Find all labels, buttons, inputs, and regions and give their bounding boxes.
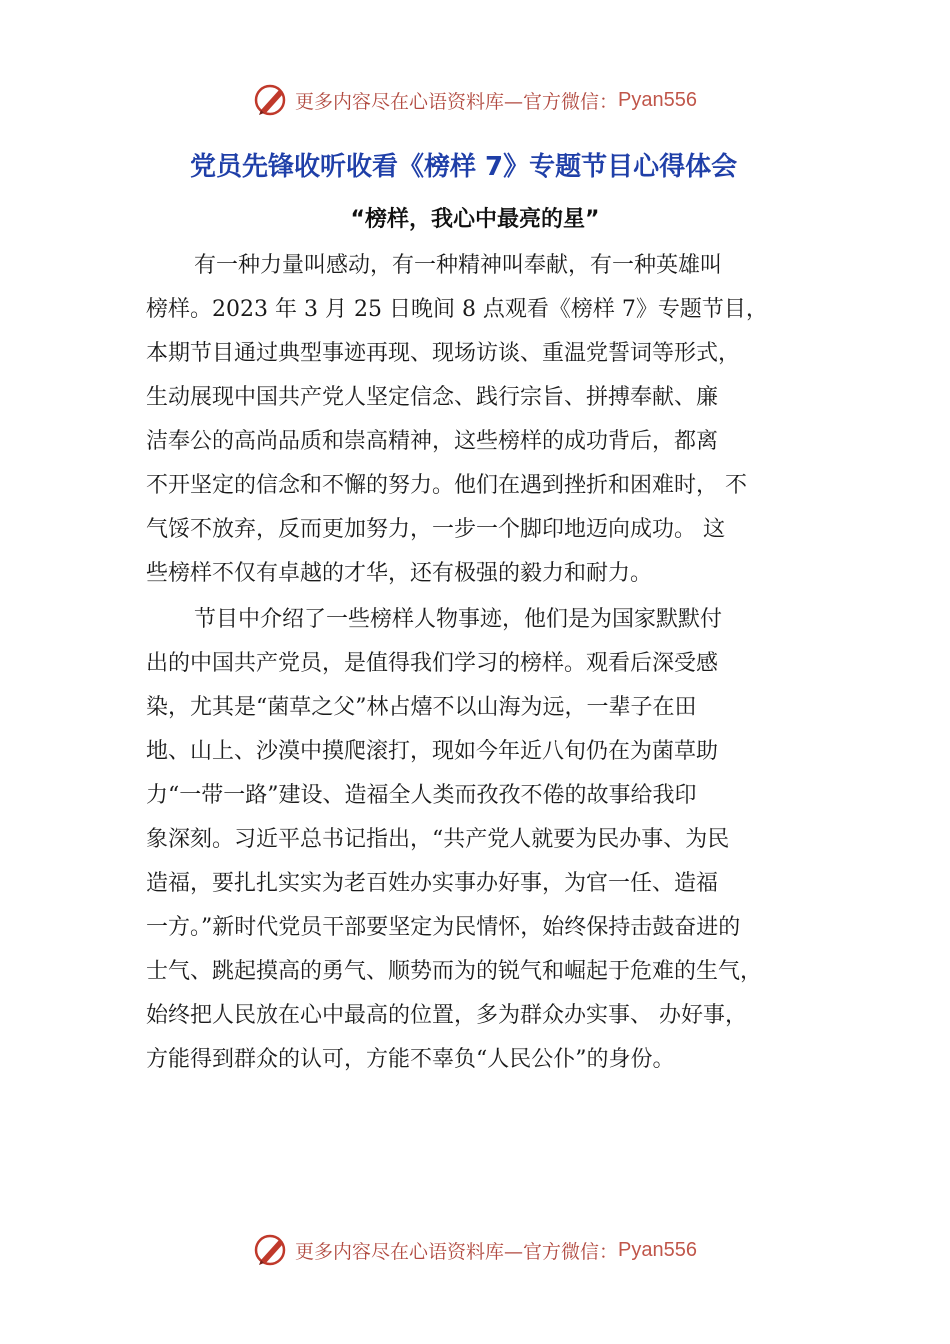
paragraph-line: 象深刻。习近平总书记指出，“共产党人就要为民办事、为民 (146, 827, 730, 852)
paragraph-line: 不开坚定的信念和不懈的努力。他们在遇到挫折和困难时， 不 (146, 473, 747, 498)
pen-logo-icon (253, 82, 289, 118)
paragraph-line: 力“一带一路”建设、造福全人类而孜孜不倦的故事给我印 (146, 783, 697, 808)
paragraph-line: 节目中介绍了一些榜样人物事迹，他们是为国家默默付 (194, 607, 723, 632)
watermark-wechat-id: Pyan556 (618, 1238, 697, 1261)
document-subtitle: “榜样，我心中最亮的星” (350, 207, 600, 232)
paragraph-line: 出的中国共产党员，是值得我们学习的榜样。观看后深受感 (146, 651, 719, 676)
watermark-wechat-id: Pyan556 (618, 88, 697, 111)
paragraph-line: 本期节目通过典型事迹再现、现场访谈、重温党誓词等形式， (146, 341, 741, 366)
paragraph-2 (146, 598, 826, 1082)
paragraph-line: 生动展现中国共产党人坚定信念、践行宗旨、拼搏奉献、廉 (146, 385, 719, 410)
paragraph-1 (146, 244, 826, 596)
paragraph-line: 始终把人民放在心中最高的位置，多为群众办实事、 办好事， (146, 1003, 747, 1028)
paragraph-line: 士气、跳起摸高的勇气、顺势而为的锐气和崛起于危难的生气， (146, 959, 763, 984)
paragraph-line: 一方。”新时代党员干部要坚定为民情怀，始终保持击鼓奋进的 (146, 915, 741, 940)
paragraph-line: 些榜样不仅有卓越的才华，还有极强的毅力和耐力。 (146, 561, 653, 586)
paragraph-line: 洁奉公的高尚品质和崇高精神，这些榜样的成功背后，都离 (146, 429, 719, 454)
paragraph-line: 气馁不放弃，反而更加努力，一步一个脚印地迈向成功。 这 (146, 517, 725, 542)
paragraph-line: 方能得到群众的认可，方能不辜负“人民公仆”的身份。 (146, 1047, 675, 1072)
paragraph-line: 有一种力量叫感动，有一种精神叫奉献，有一种英雄叫 (194, 253, 723, 278)
watermark-text: 更多内容尽在心语资料库—官方微信： (295, 90, 619, 113)
paragraph-line: 造福，要扎扎实实为老百姓办实事办好事，为官一任、造福 (146, 871, 719, 896)
footer-watermark (0, 1232, 950, 1268)
paragraph-line: 染，尤其是“菌草之父”林占熺不以山海为远，一辈子在田 (146, 695, 697, 720)
paragraph-line: 地、山上、沙漠中摸爬滚打，现如今年近八旬仍在为菌草助 (146, 739, 719, 764)
watermark-text: 更多内容尽在心语资料库—官方微信： (295, 1240, 619, 1263)
pen-logo-icon (253, 1232, 289, 1268)
paragraph-line: 榜样。2023 年 3 月 25 日晚间 8 点观看《榜样 7》专题节目， (146, 297, 768, 322)
header-watermark (0, 82, 950, 118)
document-title: 党员先锋收听收看《榜样 7》专题节目心得体会 (190, 152, 738, 182)
